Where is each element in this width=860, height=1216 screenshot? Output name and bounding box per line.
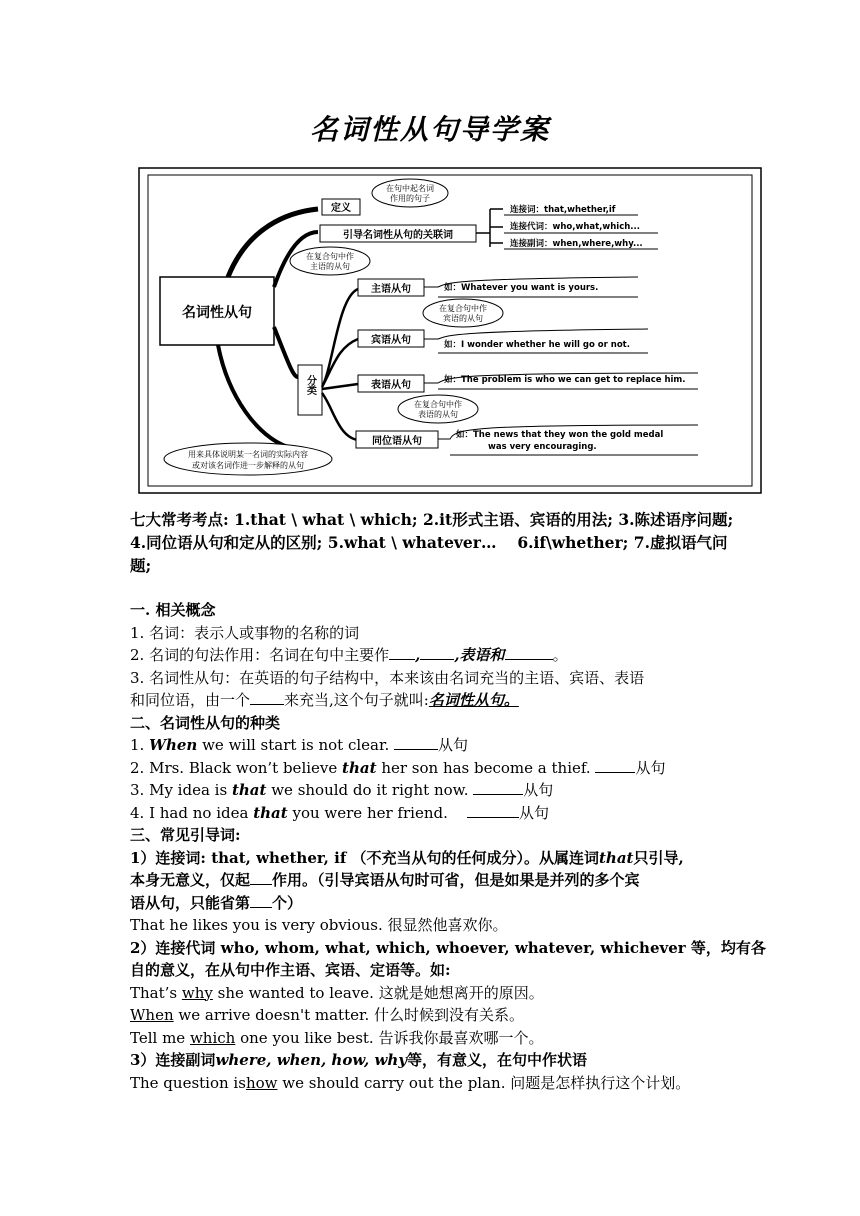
section2-example3 — [130, 779, 740, 802]
blank — [250, 690, 284, 705]
root-node: 名词性从句 — [182, 305, 252, 321]
text: 语从句，只能省第 — [130, 893, 251, 912]
text: 等，有意义，在句中作状语 — [407, 1051, 588, 1069]
section3-example5 — [130, 1072, 740, 1095]
blank — [389, 645, 415, 660]
section3-p1-line3 — [130, 892, 740, 915]
text: 1）连接词: that, whether, if （不充当从句的任何成分）。从属连词 — [130, 848, 599, 867]
section1-item3-line2 — [130, 689, 740, 712]
item3-text-d: 名词性从句。 — [428, 691, 519, 709]
text: 只引导, — [633, 848, 684, 867]
sentence: we will start is not clear. — [202, 736, 390, 754]
keyword: that — [342, 758, 377, 777]
subject-label: 主语从句 — [371, 284, 411, 295]
text: Tell me — [130, 1028, 186, 1047]
predicative-note-1: 在复合句中作 — [414, 400, 462, 409]
section3-p2-line1: 2）连接代词 who, whom, what, which, whoever, whatever, whichever 等，均有各 — [130, 938, 766, 957]
section3-example2 — [130, 982, 740, 1005]
sentence-pre: 2. Mrs. Black won’t believe — [130, 758, 338, 777]
subject-example: 如：Whatever you want is yours. — [444, 283, 599, 293]
blank — [420, 645, 454, 660]
section2-example4 — [130, 802, 740, 825]
predicative-example: 如：The problem is who we can get to replace him. — [444, 375, 686, 385]
sentence: we should do it right now. — [271, 781, 469, 799]
item2-text-c: ,表语和 — [454, 646, 505, 664]
object-label: 宾语从句 — [371, 335, 411, 346]
underlined-word: which — [189, 1028, 236, 1047]
sentence-pre: 3. My idea is — [130, 781, 228, 799]
section3-example1: That he likes you is very obvious. 很显然他喜欢你。 — [130, 916, 508, 934]
suffix: 从句 — [635, 758, 666, 777]
blank — [595, 758, 635, 773]
section3-p3 — [130, 1049, 740, 1072]
item2-text-a: 2. 名词的句法作用：名词在句中主要作 — [130, 646, 390, 664]
item2-text-d: 。 — [552, 646, 568, 664]
section2-heading: 二、名词性从句的种类 — [130, 713, 281, 732]
keyword: that — [231, 781, 267, 799]
text: one you like best. 告诉我你最喜欢哪一个。 — [240, 1028, 544, 1047]
suffix: 从句 — [523, 781, 554, 799]
section2-example2 — [130, 757, 740, 780]
item3-text-b: 和同位语，由一个 — [130, 691, 251, 709]
definition-label: 定义 — [331, 203, 351, 214]
keyword: that — [599, 848, 634, 867]
blank — [473, 780, 523, 795]
text: 作用。（引导宾语从句时可省，但是如果是并列的多个宾 — [272, 871, 640, 889]
blank — [250, 893, 272, 908]
section1-item2 — [130, 644, 740, 667]
text: we should carry out the plan. 问题是怎样执行这个计划。 — [282, 1073, 691, 1092]
keyword: that — [253, 803, 288, 822]
section1-item3-line1: 3. 名词性从句：在英语的句子结构中，本来该由名词充当的主语、宾语、表语 — [130, 668, 645, 687]
suffix: 从句 — [518, 803, 549, 822]
sentence-pre: 4. I had no idea — [130, 803, 249, 822]
blank — [467, 803, 519, 818]
sentence: you were her friend. — [292, 803, 448, 822]
section1-heading: 一. 相关概念 — [130, 601, 216, 619]
text: 本身无意义，仅起 — [130, 871, 251, 889]
appositive-note-1: 用来具体说明某一名词的实际内容 — [188, 450, 308, 459]
text: 3）连接副词 — [130, 1051, 216, 1069]
definition-text-1: 在句中起名词 — [386, 184, 434, 193]
keyword: When — [149, 736, 198, 754]
connector-2: 连接代词：who,what,which... — [510, 222, 640, 232]
item3-text-c: 来充当,这个句子就叫: — [284, 691, 429, 709]
section3-p2-line2: 自的意义，在从句中作主语、宾语、定语等。如: — [130, 961, 451, 979]
key-points: 七大常考考点: 1.that \ what \ which; 2.it形式主语、宾语的用法; 3.陈述语序问题; 4.同位语从句和定从的区别; 5.what \ whatever… 6.if\whether; 7.虚拟语气问题; — [130, 510, 734, 575]
text: That’s — [130, 983, 178, 1002]
predicative-note-2: 表语的从句 — [418, 410, 458, 419]
num: 1. — [130, 736, 145, 754]
blank — [505, 645, 553, 660]
subject-note-2: 主语的从句 — [310, 262, 350, 271]
text: The question is — [130, 1073, 246, 1092]
definition-text-2: 作用的句子 — [390, 194, 430, 203]
underlined-word: When — [130, 1006, 174, 1024]
classify-label-1: 分类 — [304, 375, 316, 395]
mind-map-diagram — [138, 167, 762, 494]
appositive-label: 同位语从句 — [372, 436, 422, 447]
subject-note-1: 在复合句中作 — [306, 252, 354, 261]
connectors-label: 引导名词性从句的关联词 — [343, 230, 453, 241]
page-title: 名词性从句导学案 — [309, 113, 550, 146]
section3-example4 — [130, 1027, 740, 1050]
connector-1: 连接词：that,whether,if — [510, 205, 616, 215]
keyword: where, when, how, why — [215, 1051, 407, 1069]
object-note-2: 宾语的从句 — [443, 314, 483, 323]
blank — [250, 870, 272, 885]
object-note-1: 在复合句中作 — [439, 304, 487, 313]
text: 个） — [272, 893, 303, 912]
text: she wanted to leave. 这就是她想离开的原因。 — [217, 983, 544, 1002]
underlined-word: how — [245, 1073, 278, 1092]
text: we arrive doesn't matter. 什么时候到没有关系。 — [178, 1006, 525, 1024]
appositive-example-2: was very encouraging. — [488, 442, 597, 452]
underlined-word: why — [181, 983, 213, 1002]
section2-example1 — [130, 734, 740, 757]
section3-p1-line2 — [130, 869, 740, 892]
item2-comma: , — [415, 646, 421, 664]
section1-item1: 1. 名词：表示人或事物的名称的词 — [130, 623, 360, 642]
appositive-example-1: 如：The news that they won the gold medal — [456, 430, 664, 440]
section3-example3 — [130, 1004, 740, 1027]
sentence: her son has become a thief. — [381, 758, 591, 777]
document-body — [130, 508, 766, 1094]
object-example: 如：I wonder whether he will go or not. — [444, 340, 630, 350]
section3-p1-line1 — [130, 847, 740, 870]
connector-3: 连接副词：when,where,why... — [510, 239, 643, 249]
blank — [394, 735, 438, 750]
section3-heading: 三、常见引导词: — [130, 826, 241, 844]
appositive-note-2: 或对该名词作进一步解释的从句 — [192, 461, 304, 470]
suffix: 从句 — [438, 736, 469, 754]
predicative-label: 表语从句 — [371, 380, 411, 391]
